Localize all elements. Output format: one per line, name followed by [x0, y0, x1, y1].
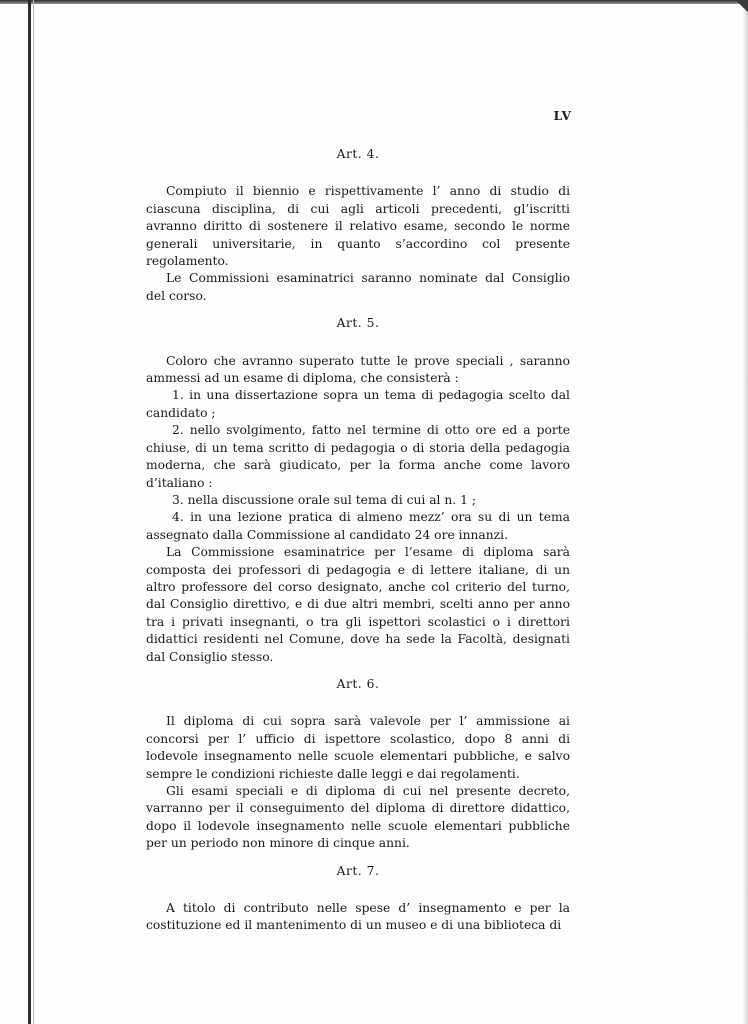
page-number: LV: [553, 109, 572, 123]
paragraph: Compiuto il biennio e rispettivamente l’ anno di studio di ciascuna disciplina, di cui agli articoli precedenti, gl’iscritti avranno diritto di sostenere il relativo esame, secondo le norme generali universitarie, in quanto s’accordino col presente regolamento.: [146, 184, 570, 269]
paragraph: La Commissione esaminatrice per l’esame di diploma sarà composta dei professori di pedagogia e di lettere italiane, di un altro professore del corso designato, anche col criterio del turno, dal Consiglio direttivo, e di due altri membri, scelti anno per anno tra i privati insegnanti, o tra gli ispettori scolastici o i direttori didattici residenti nel Comune, dove ha sede la Facoltà, designati dal Consiglio stesso.: [146, 545, 570, 664]
scan-edge-right: [742, 0, 748, 1024]
paragraph: Coloro che avranno superato tutte le prove speciali , saranno ammessi ad un esame di diploma, che consisterà :: [146, 353, 570, 386]
body-text: [146, 138, 570, 935]
scan-edge-left-shadow: [33, 0, 34, 1024]
scan-edge-top: [0, 0, 748, 4]
paragraph: Il diploma di cui sopra sarà valevole per l’ ammissione ai concorsi per l’ ufficio di ispettore scolastico, dopo 8 anni di lodevole insegnamento nelle scuole elementari pubbliche, e salvo sempre le condizioni richieste dalle leggi e dai regolamenti.: [146, 714, 570, 781]
list-item: 4. in una lezione pratica di almeno mezz’ ora su di un tema assegnato dalla Commissione al candidato 24 ore innanzi.: [146, 510, 570, 542]
paragraph: A titolo di contributo nelle spese d’ insegnamento e per la costituzione ed il mantenimento di un museo e di una biblioteca di: [146, 901, 570, 933]
paragraph: Gli esami speciali e di diploma di cui nel presente decreto, varranno per il conseguimento del diploma di direttore didattico, dopo il lodevole insegnamento nelle scuole elementari pubbliche per un periodo non minore di cinque anni.: [146, 784, 570, 851]
scan-corner: [718, 0, 748, 30]
article-heading: Art. 5.: [336, 316, 380, 331]
list-item: 2. nello svolgimento, fatto nel termine di otto ore ed a porte chiuse, di un tema scritto di pedagogia o di storia della pedagogia moderna, che sarà giudicato, per la forma anche come lavoro d’italiano :: [146, 423, 570, 490]
list-item: 1. in una dissertazione sopra un tema di pedagogia scelto dal candidato ;: [146, 388, 570, 420]
scan-edge-left: [28, 0, 31, 1024]
paragraph: Le Commissioni esaminatrici saranno nominate dal Consiglio del corso.: [146, 271, 570, 303]
article-heading: Art. 7.: [336, 863, 380, 878]
article-heading: Art. 6.: [336, 676, 380, 691]
article-heading: Art. 4.: [336, 147, 380, 161]
list-item: 3. nella discussione orale sul tema di cui al n. 1 ;: [172, 492, 476, 507]
